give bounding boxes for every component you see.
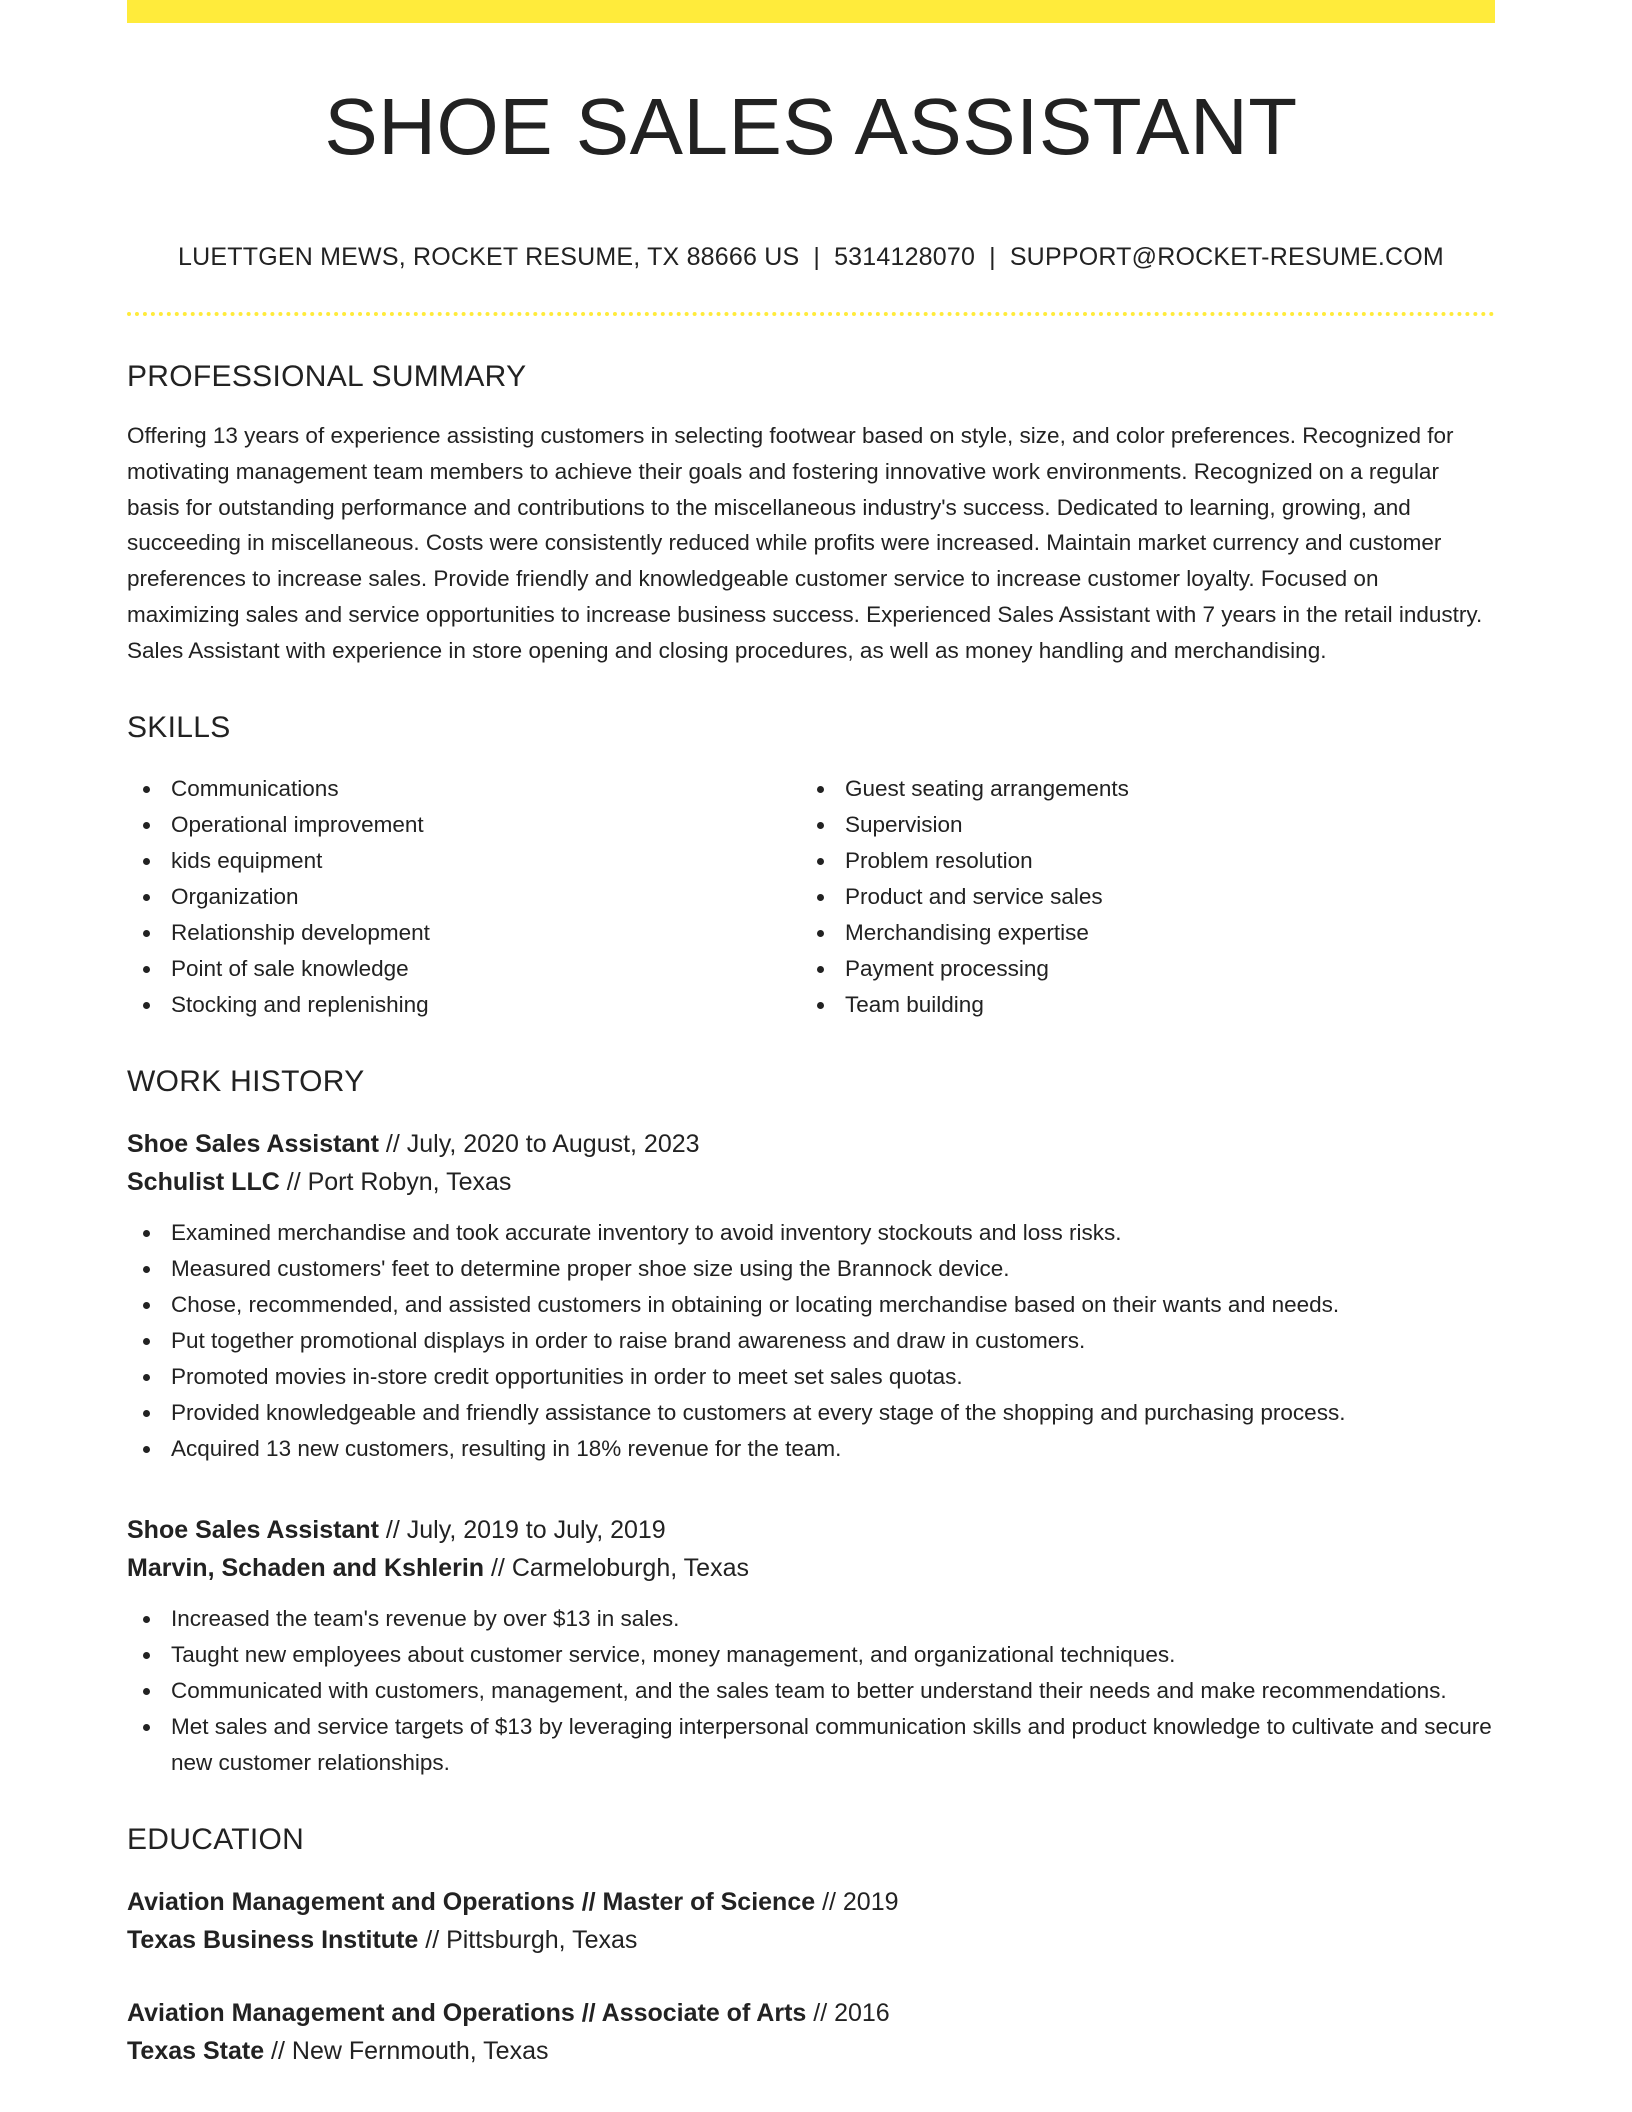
job-title-line (127, 1125, 1495, 1163)
skill-item: Point of sale knowledge (127, 951, 801, 987)
list-item: Taught new employees about customer service, money management, and organizational techniques. (127, 1637, 1495, 1673)
job-entry (127, 1511, 1495, 1781)
job-company: Schulist LLC (127, 1167, 280, 1196)
list-item: Examined merchandise and took accurate inventory to avoid inventory stockouts and loss risks. (127, 1215, 1495, 1251)
skill-item: Stocking and replenishing (127, 987, 801, 1023)
summary-text: Offering 13 years of experience assisting customers in selecting footwear based on style, size, and color preferences. Recognized for motivating management team members to achieve their goals and fostering innovative work environments. Recognized on a regular basis for outstanding performance and contributions to the miscellaneous industry's success. Dedicated to learning, growing, and succeeding in miscellaneous. Costs were consistently reduced while profits were increased. Maintain market currency and customer preferences to increase sales. Provide friendly and knowledgeable customer service to increase customer loyalty. Focused on maximizing sales and service opportunities to increase business success. Experienced Sales Assistant with 7 years in the retail industry. Sales Assistant with experience in store opening and closing procedures, as well as money handling and merchandising. (127, 423, 1483, 663)
job-role: Shoe Sales Assistant (127, 1515, 379, 1544)
job-company-line (127, 1163, 1495, 1201)
education-degree: Aviation Management and Operations // Associate of Arts (127, 1998, 807, 2027)
education-heading: EDUCATION (127, 1822, 305, 1856)
skill-item: Relationship development (127, 915, 801, 951)
resume-page (127, 0, 1495, 2070)
skills-list (127, 771, 1495, 1023)
education-location: // New Fernmouth, Texas (264, 2036, 549, 2065)
skill-item: Merchandising expertise (801, 915, 1475, 951)
education-school-line (127, 1921, 1495, 1959)
skill-item: Team building (801, 987, 1475, 1023)
skill-item: Product and service sales (801, 879, 1475, 915)
skill-item: Organization (127, 879, 801, 915)
dotted-divider (127, 312, 1495, 316)
skill-item: Communications (127, 771, 801, 807)
job-company-line (127, 1549, 1495, 1587)
summary-heading: PROFESSIONAL SUMMARY (127, 360, 527, 393)
skill-item: Problem resolution (801, 843, 1475, 879)
list-item: Increased the team's revenue by over $13 in sales. (127, 1601, 1495, 1637)
skill-item: Supervision (801, 807, 1475, 843)
job-title-line (127, 1511, 1495, 1549)
education-degree: Aviation Management and Operations // Master of Science (127, 1887, 816, 1916)
list-item: Acquired 13 new customers, resulting in 18% revenue for the team. (127, 1431, 1495, 1467)
education-school: Texas State (127, 2036, 265, 2065)
job-dates: // July, 2020 to August, 2023 (378, 1129, 700, 1158)
education-degree-line (127, 1994, 1495, 2032)
page-title: SHOE SALES ASSISTANT (324, 82, 1298, 171)
work-history-heading: WORK HISTORY (127, 1064, 365, 1098)
list-item: Measured customers' feet to determine proper shoe size using the Brannock device. (127, 1251, 1495, 1287)
education-school: Texas Business Institute (127, 1925, 419, 1954)
job-duties-list (127, 1601, 1495, 1781)
education-degree-line (127, 1883, 1495, 1921)
list-item: Promoted movies in-store credit opportunities in order to meet set sales quotas. (127, 1359, 1495, 1395)
job-company: Marvin, Schaden and Kshlerin (127, 1553, 485, 1582)
education-year: // 2019 (815, 1887, 899, 1916)
skill-item: Payment processing (801, 951, 1475, 987)
skills-column-right (801, 771, 1475, 1023)
skills-heading: SKILLS (127, 710, 231, 744)
top-accent-bar (127, 0, 1495, 23)
contact-separator: | (813, 243, 821, 271)
job-role: Shoe Sales Assistant (127, 1129, 379, 1158)
skill-item: Guest seating arrangements (801, 771, 1475, 807)
list-item: Provided knowledgeable and friendly assistance to customers at every stage of the shopping and purchasing process. (127, 1395, 1495, 1431)
contact-address: LUETTGEN MEWS, ROCKET RESUME, TX 88666 US (178, 243, 800, 271)
list-item: Communicated with customers, management, and the sales team to better understand their needs and make recommendations. (127, 1673, 1495, 1709)
education-entry (127, 1994, 1495, 2070)
contact-phone: 5314128070 (834, 243, 976, 271)
job-dates: // July, 2019 to July, 2019 (378, 1515, 666, 1544)
job-location: // Carmeloburgh, Texas (484, 1553, 749, 1582)
list-item: Met sales and service targets of $13 by leveraging interpersonal communication skills and product knowledge to cultivate and secure new customer relationships. (127, 1709, 1495, 1781)
education-location: // Pittsburgh, Texas (418, 1925, 638, 1954)
education-year: // 2016 (806, 1998, 890, 2027)
contact-separator: | (989, 243, 996, 271)
job-location: // Port Robyn, Texas (279, 1167, 512, 1196)
contact-email: SUPPORT@ROCKET-RESUME.COM (1009, 243, 1444, 271)
skill-item: kids equipment (127, 843, 801, 879)
skill-item: Operational improvement (127, 807, 801, 843)
contact-line (127, 243, 1495, 272)
education-entry (127, 1883, 1495, 1959)
job-entry (127, 1125, 1495, 1467)
education-school-line (127, 2032, 1495, 2070)
skills-column-left (127, 771, 801, 1023)
job-duties-list (127, 1215, 1495, 1467)
list-item: Put together promotional displays in order to raise brand awareness and draw in customers. (127, 1323, 1495, 1359)
list-item: Chose, recommended, and assisted customers in obtaining or locating merchandise based on their wants and needs. (127, 1287, 1495, 1323)
